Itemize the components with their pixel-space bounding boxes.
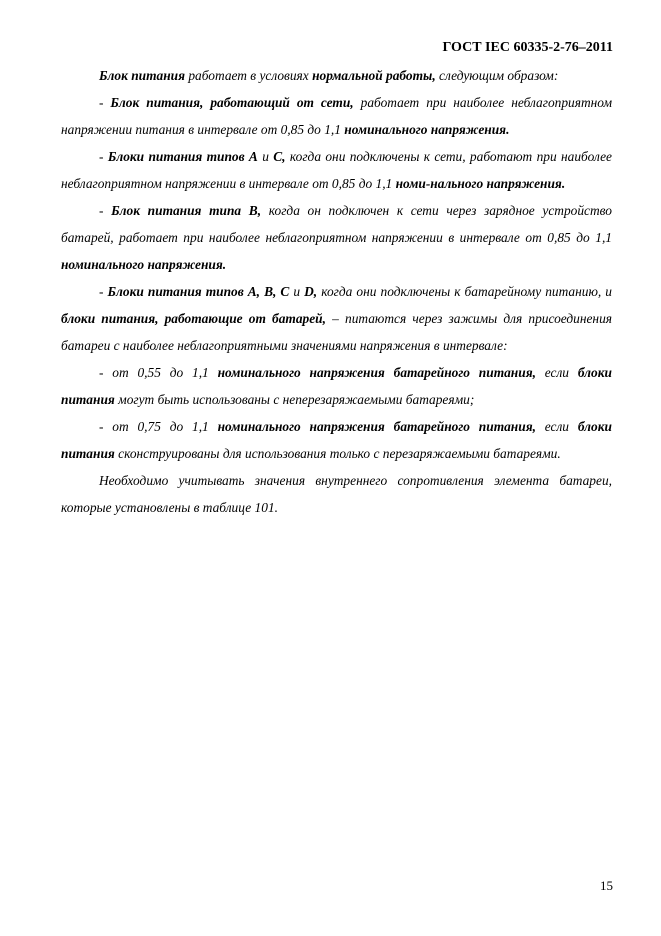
bold-term: номинального напряжения.	[61, 257, 227, 272]
text-run: сконструированы для использования только с перезаряжаемыми батареями.	[114, 446, 561, 461]
text-run: работает в условиях	[185, 68, 313, 83]
body-paragraph	[61, 359, 612, 413]
bold-term: блоки питания	[61, 365, 612, 407]
text-run: если	[535, 419, 578, 434]
text-run: когда они подключены к батарейному питанию, и	[317, 284, 612, 299]
body-paragraph	[61, 197, 612, 278]
bold-term: Блоки питания типов А, В, С	[107, 284, 290, 299]
bold-term: блоки питания	[61, 419, 612, 461]
text-run: -	[99, 95, 111, 110]
text-run: следующим образом:	[435, 68, 559, 83]
bold-term: Блок питания	[99, 68, 185, 83]
body-paragraph	[61, 413, 612, 467]
body-paragraph	[61, 143, 612, 197]
bold-term: номинального напряжения батарейного питания,	[217, 365, 536, 380]
text-run: когда он подключен к сети через зарядное устройство батарей, работает при наиболее неблагоприятном напряжении в интервале от 0,85 до 1,1	[61, 203, 612, 245]
text-run: – питаются через зажимы для присоединения батареи с наиболее неблагоприятными значениями напряжения в интервале:	[61, 311, 612, 353]
bold-term: Блок питания типа В,	[111, 203, 262, 218]
text-run: Необходимо учитывать значения внутреннего сопротивления элемента батареи, которые установлены в таблице 101.	[61, 473, 612, 515]
bold-term: Блоки питания типов А	[107, 149, 258, 164]
bold-term: Блок питания, работающий от сети,	[110, 95, 354, 110]
text-run: могут быть использованы с неперезаряжаемыми батареями;	[114, 392, 475, 407]
bold-term: С,	[273, 149, 286, 164]
bold-term: блоки питания, работающие от батарей,	[61, 311, 326, 326]
text-run: -	[99, 149, 108, 164]
body-paragraph	[61, 278, 612, 359]
text-run: -	[99, 203, 112, 218]
body-paragraph	[61, 89, 612, 143]
text-run: когда они подключены к сети, работают при наиболее неблагоприятном напряжении в интервале от 0,85 до 1,1	[61, 149, 613, 191]
bold-term: номинального напряжения.	[344, 122, 510, 137]
bold-term: D,	[304, 284, 318, 299]
body-paragraph	[61, 467, 612, 521]
document-header: ГОСТ IEC 60335-2-76–2011	[442, 40, 613, 55]
bold-term: номи-нального напряжения.	[395, 176, 566, 191]
bold-term: нормальной работы,	[312, 68, 436, 83]
page-number: 15	[600, 878, 613, 893]
text-run: работает при наиболее неблагоприятном напряжении питания в интервале от 0,85 до 1,1	[61, 95, 612, 137]
text-run: - от 0,75 до 1,1	[99, 419, 218, 434]
text-run: - от 0,55 до 1,1	[99, 365, 218, 380]
text-run: и	[257, 149, 274, 164]
text-run: если	[535, 365, 578, 380]
body-paragraph	[61, 62, 612, 89]
bold-term: номинального напряжения батарейного питания,	[217, 419, 536, 434]
text-run: -	[99, 284, 108, 299]
document-body	[61, 62, 612, 521]
text-run: и	[289, 284, 305, 299]
